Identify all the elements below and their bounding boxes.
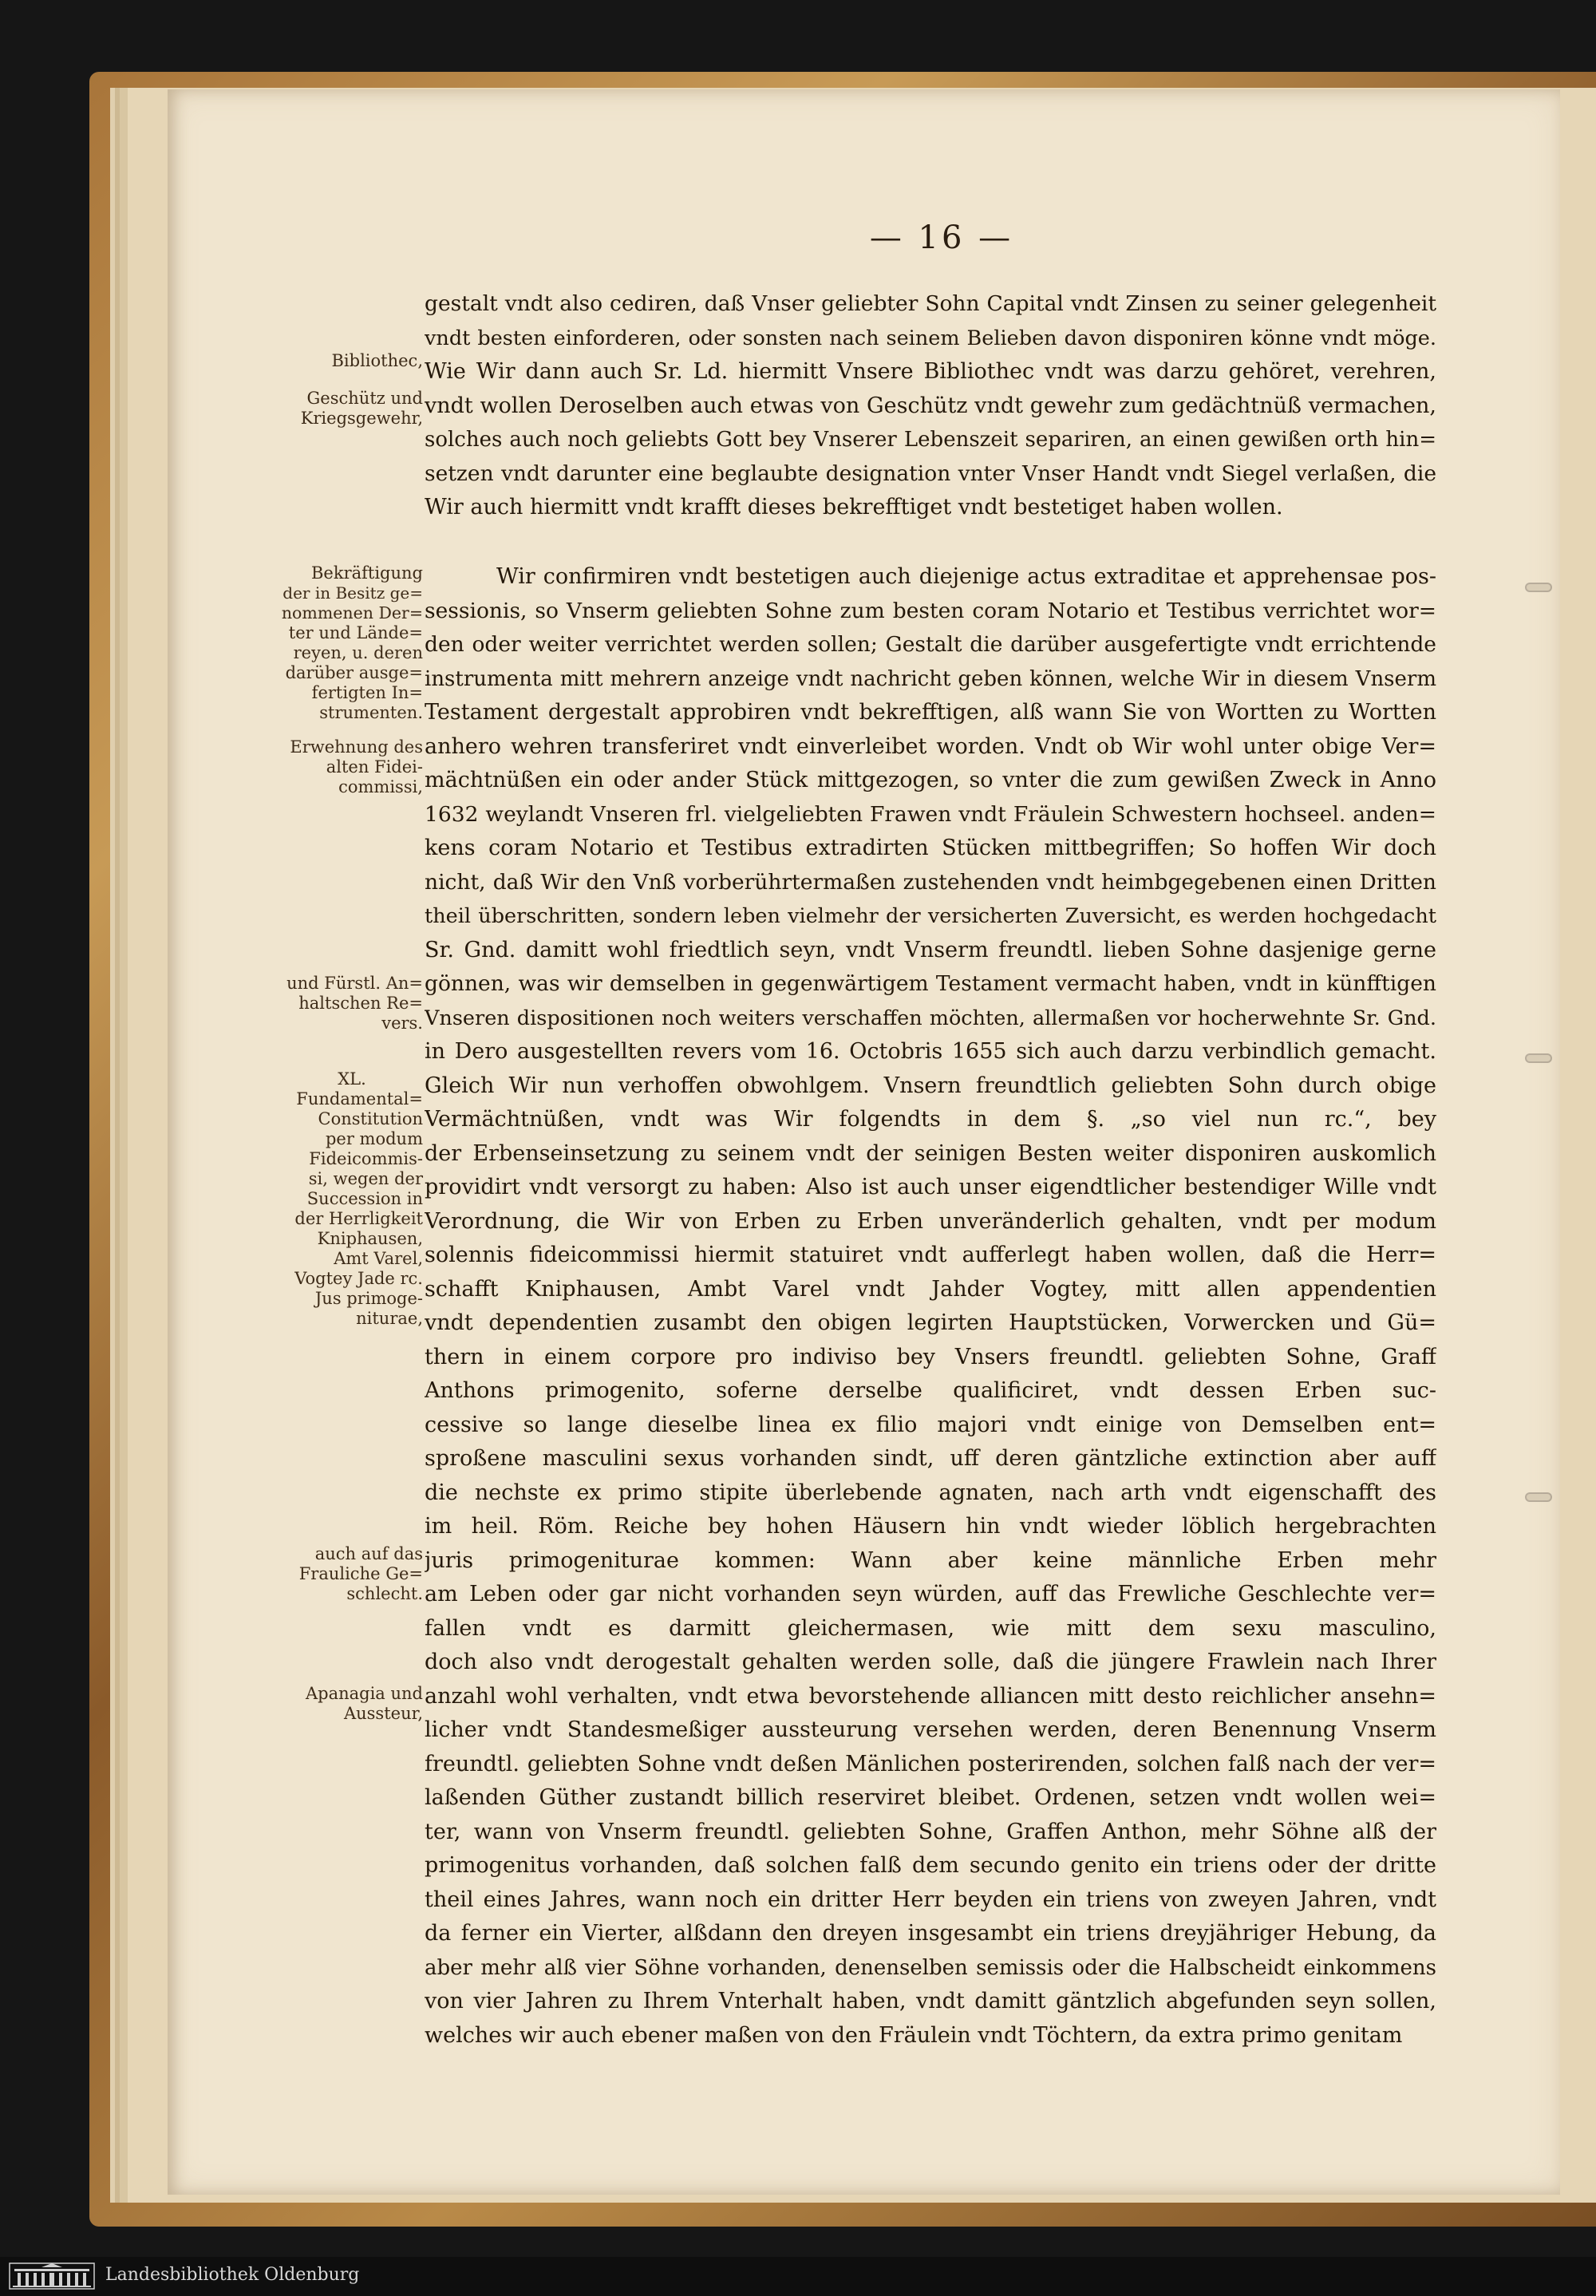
library-building-icon xyxy=(8,2261,96,2291)
margin-note-line: niturae, xyxy=(356,1309,423,1328)
paragraph-1 xyxy=(425,287,1436,525)
text-line: doch also vndt derogestalt gehalten werden solle, daß die jüngere Frawlein nach Ihrer xyxy=(425,1650,1436,1674)
margin-note-line: haltschen Re= xyxy=(298,994,423,1013)
library-name: Landesbibliothek Oldenburg xyxy=(105,2265,360,2285)
text-line: primogenitus vorhanden, daß solchen falß dem secundo genito ein triens oder der dritte xyxy=(425,1853,1436,1878)
text-line: vndt wollen Deroselben auch etwas von Geschütz vndt gewehr zum gedächtnüß vermachen, xyxy=(425,393,1436,418)
margin-note-line: Bibliothec, xyxy=(331,351,423,370)
text-line: vndt besten einforderen, oder sonsten nach seinem Belieben davon disponiren könne vndt möge. xyxy=(425,326,1436,350)
margin-note-line: Jus primoge- xyxy=(314,1289,423,1308)
text-line: sproßene masculini sexus vorhanden sindt, uff deren gäntzliche extinction aber auff xyxy=(425,1446,1436,1471)
margin-note-line: Aussteur, xyxy=(343,1704,423,1723)
text-line: schafft Kniphausen, Ambt Varel vndt Jahder Vogtey, mitt allen appendentien xyxy=(425,1276,1436,1302)
paragraph-2 xyxy=(425,560,1436,2053)
text-line: mächtnüßen ein oder ander Stück mittgezogen, so vnter die zum gewißen Zweck in Anno xyxy=(425,768,1436,792)
margin-note-line: Kniphausen, xyxy=(317,1229,423,1248)
margin-note-line: Fundamental= xyxy=(296,1089,423,1108)
margin-note-bibliothec xyxy=(281,351,423,429)
text-line: Vnseren dispositionen noch weiters verschaffen möchten, allermaßen vor hocherwehnte Sr. Gnd. xyxy=(425,1006,1436,1030)
text-line: Gleich Wir nun verhoffen obwohlgem. Vnsern freundtlich geliebten Sohn durch obige xyxy=(425,1073,1436,1098)
margin-note-line: Fideicommis- xyxy=(309,1149,423,1168)
text-line: anhero wehren transferiret vndt einverleibet worden. Vndt ob Wir wohl unter obige Ver= xyxy=(425,733,1436,759)
text-line: solches auch noch geliebts Gott bey Vnserer Lebenszeit separiren, an einen gewißen orth hin= xyxy=(425,428,1436,452)
margin-note-frauliche-geschlecht xyxy=(281,1544,423,1604)
text-line: welches wir auch ebener maßen von den Fräulein vndt Töchtern, da extra primo genitam xyxy=(425,2022,1403,2048)
page-number: — 16 — xyxy=(869,219,1014,256)
margin-note-line: Vogtey Jade rc. xyxy=(294,1269,423,1288)
text-line: anzahl wohl verhalten, vndt etwa bevorstehende alliancen mitt desto reichlicher ansehn= xyxy=(425,1683,1436,1709)
margin-note-line: und Fürstl. An= xyxy=(286,974,423,993)
margin-note-line: Kriegsgewehr, xyxy=(300,409,423,428)
text-line: in Dero ausgestellten revers vom 16. Octobris 1655 sich auch darzu verbindlich gemacht. xyxy=(425,1039,1436,1064)
text-line: thern in einem corpore pro indiviso bey Vnsers freundtl. geliebten Sohne, Graff xyxy=(425,1344,1436,1369)
margin-note-line: ter und Lände= xyxy=(288,623,423,642)
text-line: juris primogeniturae kommen: Wann aber keine männliche Erben mehr xyxy=(425,1547,1436,1573)
text-line: theil eines Jahres, wann noch ein dritter Herr beyden ein triens von zweyen Jahren, vndt xyxy=(425,1887,1436,1912)
text-line: Vermächtnüßen, vndt was Wir folgendts in dem §. „so viel nun rc.“, bey xyxy=(425,1107,1436,1132)
margin-note-line: schlecht. xyxy=(346,1584,423,1603)
text-line: cessive so lange dieselbe linea ex filio majori vndt einige von Demselben ent= xyxy=(425,1412,1436,1437)
margin-note-erwehnung xyxy=(281,737,423,797)
margin-note-line: Amt Varel, xyxy=(334,1249,423,1268)
text-line: den oder weiter verrichtet werden sollen; Gestalt die darüber ausgefertigte vndt errichtende xyxy=(425,632,1436,657)
text-line: laßenden Güther zustandt billich reserviret bleibet. Ordenen, setzen vndt wollen wei= xyxy=(425,1785,1436,1810)
text-line: da ferner ein Vierter, alßdann den dreyen insgesambt ein triens dreyjähriger Hebung, da xyxy=(425,1921,1436,1946)
text-line: vndt dependentien zusambt den obigen legirten Hauptstücken, Vorwercken und Gü= xyxy=(425,1310,1436,1335)
text-line: nicht, daß Wir den Vnß vorberührtermaßen zustehenden vndt heimbgegebenen einen Dritten xyxy=(425,869,1436,895)
margin-note-line: darüber ausge= xyxy=(285,663,423,682)
margin-note-line: Apanagia und xyxy=(305,1684,423,1703)
binding-stitch xyxy=(1527,1055,1551,1061)
text-line: am Leben oder gar nicht vorhanden seyn würden, auff das Frewliche Geschlechte ver= xyxy=(425,1582,1436,1606)
text-line: die nechste ex primo stipite überlebende agnaten, nach arth vndt eigenschafft des xyxy=(425,1480,1436,1505)
text-line: freundtl. geliebten Sohne vndt deßen Mänlichen posterirenden, solchen falß nach der ver= xyxy=(425,1751,1436,1776)
text-line: Sr. Gnd. damitt wohl friedtlich seyn, vndt Vnserm freundtl. lieben Sohne dasjenige gerne xyxy=(425,937,1436,962)
text-line: von vier Jahren zu Ihrem Vnterhalt haben, vndt damitt gäntzlich abgefunden seyn sollen, xyxy=(425,1989,1436,2013)
text-line: kens coram Notario et Testibus extradirten Stücken mittbegriffen; So hoffen Wir doch xyxy=(425,836,1436,860)
margin-note-bekraeftigung xyxy=(281,563,423,723)
text-line: sessionis, so Vnserm geliebten Sohne zum besten coram Notario et Testibus verrichtet wor= xyxy=(425,598,1436,623)
text-line: 1632 weylandt Vnseren frl. vielgeliebten Frawen vndt Fräulein Schwestern hochseel. anden= xyxy=(425,801,1436,827)
text-line: Verordnung, die Wir von Erben zu Erben unveränderlich gehalten, vndt per modum xyxy=(425,1208,1436,1234)
text-line: aber mehr alß vier Söhne vorhanden, denenselben semissis oder die Halbscheidt einkommens xyxy=(425,1955,1436,1980)
margin-note-apanagia xyxy=(281,1684,423,1724)
text-line: gönnen, was wir demselben in gegenwärtigem Testament vermacht haben, vndt in künfftigen xyxy=(425,971,1436,996)
text-line: Wir auch hiermitt vndt krafft dieses bekrefftiget vndt bestetiget haben wollen. xyxy=(425,495,1283,520)
margin-note-line: alten Fidei- xyxy=(326,757,423,777)
margin-note-line: Geschütz und xyxy=(306,389,423,408)
margin-note-line: der Herrligkeit xyxy=(294,1209,423,1228)
margin-note-line: commissi, xyxy=(338,777,423,796)
text-line: ter, wann von Vnserm freundtl. geliebten Sohne, Graffen Anthon, mehr Söhne alß der xyxy=(425,1819,1436,1844)
text-line: setzen vndt darunter eine beglaubte designation vnter Vnser Handt vndt Siegel verlaßen, die xyxy=(425,460,1436,486)
margin-note-line: auch auf das xyxy=(314,1544,423,1563)
margin-note-line: si, wegen der xyxy=(308,1169,423,1188)
margin-note-line: strumenten. xyxy=(319,703,423,722)
text-line: solennis fideicommissi hiermit statuiret vndt aufferlegt haben wollen, daß die Herr= xyxy=(425,1243,1436,1267)
text-line: Anthons primogenito, soferne derselbe qualificiret, vndt dessen Erben suc- xyxy=(425,1378,1436,1403)
text-line: Wir confirmiren vndt bestetigen auch diejenige actus extraditae et apprehensae pos- xyxy=(496,564,1436,589)
margin-note-line: Frauliche Ge= xyxy=(298,1564,423,1583)
margin-note-line: nommenen Der= xyxy=(281,603,423,622)
margin-note-line: fertigten In= xyxy=(311,683,423,702)
binding-stitch xyxy=(1527,584,1551,591)
margin-note-anhaltschen-revers xyxy=(281,974,423,1033)
margin-note-fundamental-constitution xyxy=(281,1069,423,1329)
margin-note-line: XL. xyxy=(338,1069,366,1089)
margin-note-line: Bekräftigung xyxy=(310,563,423,583)
margin-note-line: Constitution xyxy=(318,1109,423,1128)
text-line: der Erbenseinsetzung zu seinem vndt der seinigen Besten weiter disponiren auskomlich xyxy=(425,1140,1436,1166)
text-line: Testament dergestalt approbiren vndt bekrefftigen, alß wann Sie von Wortten zu Wortten xyxy=(425,700,1436,725)
text-line: instrumenta mitt mehrern anzeige vndt nachricht geben können, welche Wir in diesem Vnserm xyxy=(425,666,1436,691)
margin-note-line: Erwehnung des xyxy=(290,737,423,757)
text-line: Wie Wir dann auch Sr. Ld. hiermitt Vnsere Bibliothec vndt was darzu gehöret, verehren, xyxy=(425,359,1436,384)
text-line: providirt vndt versorgt zu haben: Also ist auch unser eigendtlicher bestendiger Wille vndt xyxy=(425,1175,1436,1199)
margin-note-line: Succession in xyxy=(306,1189,423,1208)
margin-note-line: reyen, u. deren xyxy=(293,643,423,662)
text-line: licher vndt Standesmeßiger aussteurung versehen werden, deren Benennung Vnserm xyxy=(425,1717,1436,1742)
text-line: im heil. Röm. Reiche bey hohen Häusern hin vndt wieder löblich hergebrachten xyxy=(425,1514,1436,1539)
margin-note-line: der in Besitz ge= xyxy=(282,583,423,603)
text-line: fallen vndt es darmitt gleichermasen, wie mitt dem sexu masculino, xyxy=(425,1615,1436,1641)
text-line: theil überschritten, sondern leben vielmehr der versicherten Zuversicht, es werden hochgedacht xyxy=(425,904,1436,928)
margin-note-line: per modum xyxy=(325,1129,423,1148)
margin-note-line: vers. xyxy=(381,1014,423,1033)
text-line: gestalt vndt also cediren, daß Vnser geliebter Sohn Capital vndt Zinsen zu seiner gelegenheit xyxy=(425,291,1436,316)
binding-stitch xyxy=(1527,1494,1551,1500)
